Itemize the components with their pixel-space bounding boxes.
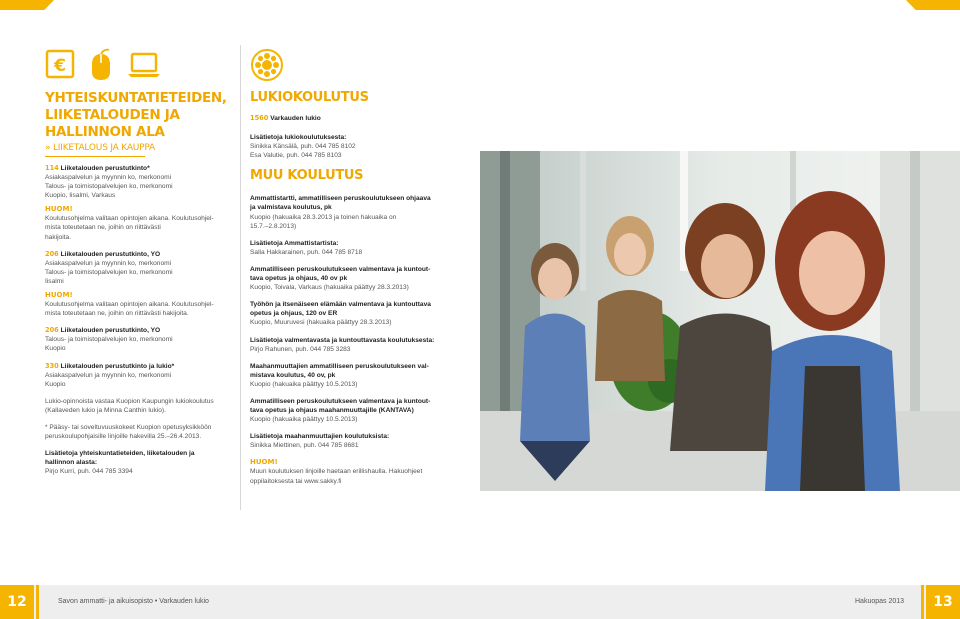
info-title: Lisätietoja lukiokoulutuksesta: [250, 134, 347, 142]
huom-text: Koulutusohjelma valitaan opintojen aikana. Koulutusohjel- [45, 301, 214, 309]
left-column [45, 48, 230, 484]
info-title: Lisätietoja Ammattistartista: [250, 239, 339, 247]
program-line: Kuopio, Toivala, Varkaus (hakuaika päättyy 28.3.2013) [250, 284, 409, 292]
program-location: Kuopio [45, 345, 66, 353]
top-right-tab [906, 0, 960, 10]
computer-mouse-icon [89, 48, 113, 82]
program-code: 114 [45, 164, 59, 172]
huom-text: oppilaitoksesta tai www.sakky.fi [250, 477, 342, 485]
program-line: Talous- ja toimistopalvelujen ko, merkonomi [45, 268, 173, 276]
section-heading-line1: YHTEISKUNTATIETEIDEN, [45, 90, 227, 106]
program-title: ja valmistava koulutus, pk [250, 204, 332, 212]
huom-text: mista toteutetaan ne, joihin on riittävästi hakijoita. [45, 310, 189, 318]
category-icons [45, 48, 230, 82]
column-divider [240, 45, 241, 510]
info-title: hallinnon alasta: [45, 459, 98, 467]
info-contact: Sinikka Känsälä, puh. 044 785 8102 [250, 143, 356, 151]
program-330 [45, 362, 230, 389]
kantava-program [250, 397, 440, 424]
program-title: Liiketalouden perustutkinto ja lukio* [60, 362, 175, 370]
maahanmuuttaja-program [250, 362, 440, 389]
note-text: (Kallaveden lukio ja Minna Canthin lukio). [45, 406, 166, 414]
huom-text: hakijoita. [45, 233, 72, 241]
program-location: Iisalmi [45, 277, 64, 285]
program-title: tava opetus ja ohjaus, 40 ov pk [250, 275, 348, 283]
info-contact: Sinikka Miettinen, puh. 044 785 8681 [250, 442, 359, 450]
valmentava-info [250, 336, 440, 354]
program-line: Asiakaspalvelun ja myynnin ko, merkonomi [45, 174, 172, 182]
huom-label: HUOM! [45, 291, 73, 300]
page-number-right: 13 [926, 585, 960, 619]
page-number-left-stripe [36, 585, 39, 619]
tyohon-program [250, 300, 440, 327]
entrance-exam-note [45, 423, 230, 441]
note-text: * Pääsy- tai soveltuvuuskokeet Kuopion opetusyksikköön [45, 423, 212, 431]
page-number-right-stripe [921, 585, 924, 619]
info-contact: Pirjo Rahunen, puh. 044 785 3283 [250, 345, 351, 353]
subheading-underline [45, 156, 145, 157]
section-heading-line2: LIIKETALOUDEN JA HALLINNON ALA [45, 107, 180, 140]
info-contact: Salla Hakkarainen, puh. 044 785 8718 [250, 248, 363, 256]
note-text: Lukio-opinnoista vastaa Kuopion Kaupungin lukiokoulutus [45, 397, 214, 405]
huom-label: HUOM! [45, 205, 73, 214]
info-title: Lisätietoja yhteiskuntatieteiden, liiketalouden ja [45, 450, 195, 458]
program-code: 330 [45, 361, 59, 370]
left-info [45, 449, 230, 476]
lukio-note [45, 397, 230, 415]
info-contact: Pirjo Kurri, puh. 044 785 3394 [45, 468, 133, 476]
ammattistartti-program [250, 194, 440, 230]
program-code: 1560 [250, 114, 269, 122]
program-line: Talous- ja toimistopalvelujen ko, merkonomi [45, 336, 173, 344]
program-code: 206 [45, 249, 59, 258]
program-206-iisalmi [45, 250, 230, 319]
footer-publisher: Savon ammatti- ja aikuisopisto • Varkauden lukio [58, 598, 209, 605]
maahanmuuttaja-info [250, 432, 440, 450]
lukio-emblem-icon [250, 48, 284, 82]
note-text: peruskoulupohjaisille linjoille hakevilla 25.–26.4.2013. [45, 433, 202, 441]
top-left-tab [0, 0, 54, 10]
program-line: Asiakaspalvelun ja myynnin ko, merkonomi [45, 371, 172, 379]
program-title: Maahanmuuttajien ammatilliseen peruskoulutukseen val- [250, 362, 429, 370]
program-location: Kuopio, Iisalmi, Varkaus [45, 192, 116, 200]
program-title: Ammattistartti, ammatilliseen peruskoulutukseen ohjaava [250, 195, 431, 203]
footer-publication: Hakuopas 2013 [855, 598, 905, 605]
program-line: Asiakaspalvelun ja myynnin ko, merkonomi [45, 259, 172, 267]
program-title: Liiketalouden perustutkinto, YO [60, 250, 161, 258]
valmentava-program [250, 265, 440, 292]
section-subheading: » LIIKETALOUS JA KAUPPA [45, 143, 156, 153]
info-title: Lisätietoja maahanmuuttajien koulutuksista: [250, 433, 390, 441]
middle-huom [250, 458, 440, 485]
program-title: tava opetus ja ohjaus maahanmuuttajille (KANTAVA) [250, 407, 414, 415]
program-line: Kuopio (hakuaika päättyy 10.5.2013) [250, 380, 358, 388]
program-location: Kuopio [45, 380, 66, 388]
program-title: Ammatilliseen peruskoulutukseen valmentava ja kuntout- [250, 397, 431, 405]
program-206-kuopio [45, 326, 230, 353]
svg-text:€: € [54, 56, 66, 76]
program-114 [45, 164, 230, 242]
lukio-heading: LUKIOKOULUTUS [250, 90, 369, 105]
muu-koulutus-heading: MUU KOULUTUS [250, 168, 364, 184]
program-line: Kuopio (hakuaika 28.3.2013 ja toinen hakuaika on [250, 213, 397, 221]
students-photo [480, 151, 960, 491]
huom-text: mista toteutetaan ne, joihin on riittävästi [45, 224, 161, 232]
euro-coin-icon [45, 48, 75, 80]
middle-column [250, 48, 440, 494]
program-title: Varkauden lukio [270, 115, 321, 122]
program-title: Liiketalouden perustutkinto* [60, 165, 150, 172]
program-title: opetus ja ohjaus, 120 ov ER [250, 310, 338, 318]
ammattistartti-info [250, 239, 440, 257]
program-title: Ammatilliseen peruskoulutukseen valmentava ja kuntout- [250, 265, 431, 273]
huom-label: HUOM! [250, 458, 278, 467]
program-title: Työhön ja itsenäiseen elämään valmentava ja kuntouttava [250, 301, 431, 309]
huom-text: Muun koulutuksen linjoille haetaan erillishaulla. Hakuohjeet [250, 468, 423, 476]
laptop-icon [127, 48, 161, 80]
lukio-program [250, 114, 440, 123]
program-line: 15.7.–2.8.2013) [250, 222, 297, 230]
program-line: Kuopio, Muuruvesi (hakuaika päättyy 28.3.2013) [250, 319, 392, 327]
page-number-left: 12 [0, 585, 34, 619]
program-code: 206 [45, 326, 59, 335]
info-title: Lisätietoja valmentavasta ja kuntouttavasta koulutuksesta: [250, 336, 435, 344]
info-contact: Esa Valutie, puh. 044 785 8103 [250, 152, 342, 160]
program-title: mistava koulutus, 40 ov, pk [250, 371, 336, 379]
program-title: Liiketalouden perustutkinto, YO [60, 327, 161, 335]
program-line: Kuopio (hakuaika päättyy 10.5.2013) [250, 416, 358, 424]
huom-text: Koulutusohjelma valitaan opintojen aikana. Koulutusohjel- [45, 215, 214, 223]
program-line: Talous- ja toimistopalvelujen ko, merkonomi [45, 183, 173, 191]
lukio-info [250, 133, 440, 160]
